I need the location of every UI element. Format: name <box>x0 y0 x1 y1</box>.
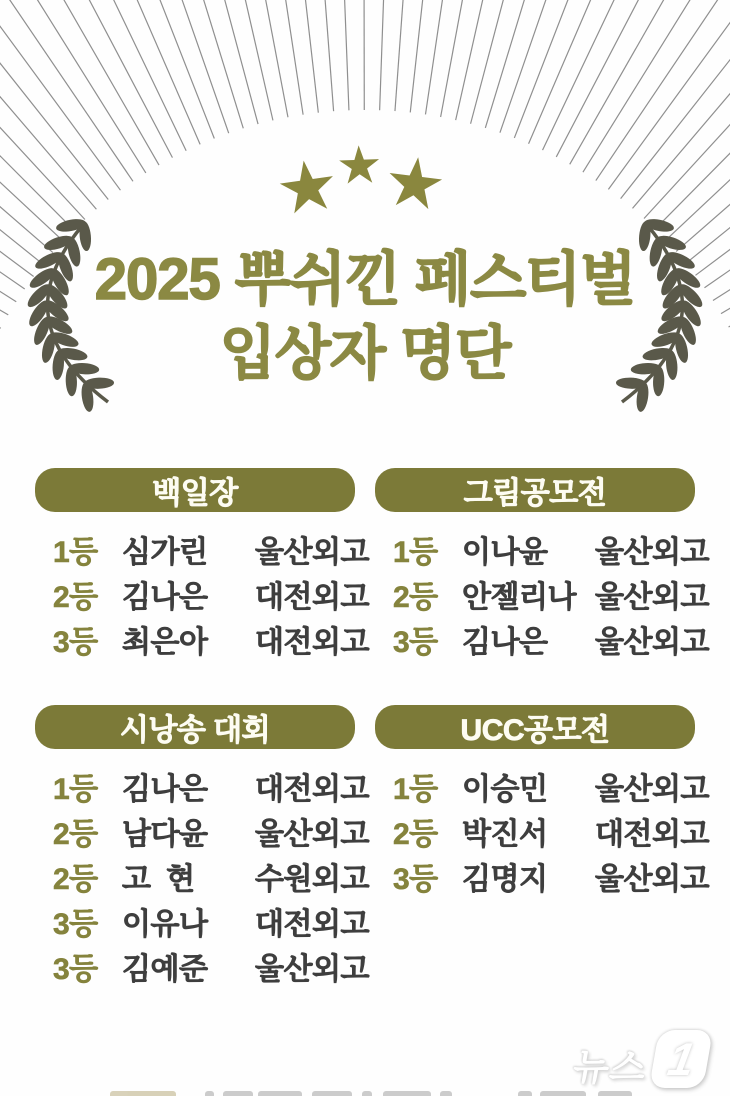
winner-name: 최은아 <box>122 625 208 659</box>
rank-label: 1등 <box>393 772 438 806</box>
winner-school: 울산외고 <box>595 580 709 614</box>
winner-name: 이승민 <box>462 772 548 806</box>
rank-label: 1등 <box>53 772 98 806</box>
cutoff-glyph-fragment <box>383 1091 431 1096</box>
winner-name: 이유나 <box>122 907 208 941</box>
winner-name: 박진서 <box>462 817 548 851</box>
winner-school: 대전외고 <box>255 772 369 806</box>
cutoff-glyph-fragment <box>540 1091 586 1096</box>
winner-school: 수원외고 <box>255 862 369 896</box>
section-title-pill: 그림공모전 <box>375 468 695 512</box>
rank-label: 2등 <box>53 817 98 851</box>
section-rows <box>35 763 369 988</box>
poster-title <box>0 243 730 391</box>
winner-row <box>53 616 369 661</box>
winner-school: 울산외고 <box>255 535 369 569</box>
winner-school: 울산외고 <box>595 535 709 569</box>
winner-name: 김나은 <box>122 580 208 614</box>
winner-name: 안젤리나 <box>462 580 576 614</box>
section-panel <box>35 705 369 988</box>
winner-school: 대전외고 <box>255 907 369 941</box>
winner-school: 울산외고 <box>255 952 369 986</box>
star-icon: ★ <box>270 144 344 230</box>
cutoff-glyph-fragment <box>440 1091 452 1096</box>
star-icon: ★ <box>335 136 384 196</box>
winner-name: 김나은 <box>122 772 208 806</box>
rank-label: 3등 <box>393 625 438 659</box>
section-rows <box>375 763 709 898</box>
cutoff-glyph-fragment <box>312 1091 352 1096</box>
section-panel <box>375 705 709 898</box>
poster-title-line1: 2025 뿌쉬낀 페스티벌 <box>94 247 636 312</box>
star-icon: ★ <box>379 141 451 226</box>
section-panel <box>375 468 709 661</box>
rank-label: 2등 <box>393 817 438 851</box>
winner-name: 김예준 <box>122 952 208 986</box>
winner-name: 심가린 <box>122 535 208 569</box>
cutoff-glyph-fragment <box>598 1091 632 1096</box>
winner-school: 울산외고 <box>595 862 709 896</box>
winner-name: 김명지 <box>462 862 548 896</box>
winner-row <box>53 571 369 616</box>
poster-title-line2: 입상자 명단 <box>219 321 511 387</box>
winner-row <box>53 808 369 853</box>
winner-name: 김나은 <box>462 625 548 659</box>
winner-name: 이나윤 <box>462 535 548 569</box>
winner-name: 고 현 <box>122 862 195 896</box>
rank-label: 3등 <box>53 625 98 659</box>
winner-row <box>393 526 709 571</box>
cutoff-glyph-fragment <box>223 1091 253 1096</box>
news1-watermark-logo-icon: 1 <box>649 1030 713 1088</box>
section-title-pill: 시낭송 대회 <box>35 705 355 749</box>
cutoff-glyph-fragment <box>258 1091 302 1096</box>
section-rows <box>35 526 369 661</box>
winner-school: 울산외고 <box>255 817 369 851</box>
winner-school: 대전외고 <box>595 817 709 851</box>
news1-watermark <box>569 1028 713 1090</box>
rank-label: 3등 <box>53 907 98 941</box>
winner-sections-grid <box>35 468 709 988</box>
section-title-pill: 백일장 <box>35 468 355 512</box>
cutoff-text-strip <box>0 1089 730 1096</box>
winner-school: 울산외고 <box>595 625 709 659</box>
rank-label: 1등 <box>393 535 438 569</box>
rank-label: 3등 <box>393 862 438 896</box>
winner-school: 울산외고 <box>595 772 709 806</box>
cutoff-glyph-fragment <box>362 1091 372 1096</box>
winner-row <box>393 763 709 808</box>
winner-row <box>53 898 369 943</box>
winner-school: 대전외고 <box>255 625 369 659</box>
rank-label: 2등 <box>393 580 438 614</box>
winner-row <box>393 616 709 661</box>
section-title-pill: UCC공모전 <box>375 705 695 749</box>
rank-label: 2등 <box>53 580 98 614</box>
cutoff-glyph-fragment <box>205 1091 214 1096</box>
winner-row <box>53 853 369 898</box>
section-panel <box>35 468 369 661</box>
winner-row <box>53 943 369 988</box>
winner-row <box>393 808 709 853</box>
rank-label: 1등 <box>53 535 98 569</box>
winner-row <box>53 526 369 571</box>
winner-row <box>393 853 709 898</box>
winner-row <box>393 571 709 616</box>
section-rows <box>375 526 709 661</box>
news1-watermark-text: 뉴스 <box>569 1047 651 1088</box>
cutoff-glyph-fragment <box>110 1091 176 1096</box>
winner-row <box>53 763 369 808</box>
rank-label: 2등 <box>53 862 98 896</box>
winner-school: 대전외고 <box>255 580 369 614</box>
cutoff-glyph-fragment <box>518 1091 532 1096</box>
winner-name: 남다윤 <box>122 817 208 851</box>
rank-label: 3등 <box>53 952 98 986</box>
